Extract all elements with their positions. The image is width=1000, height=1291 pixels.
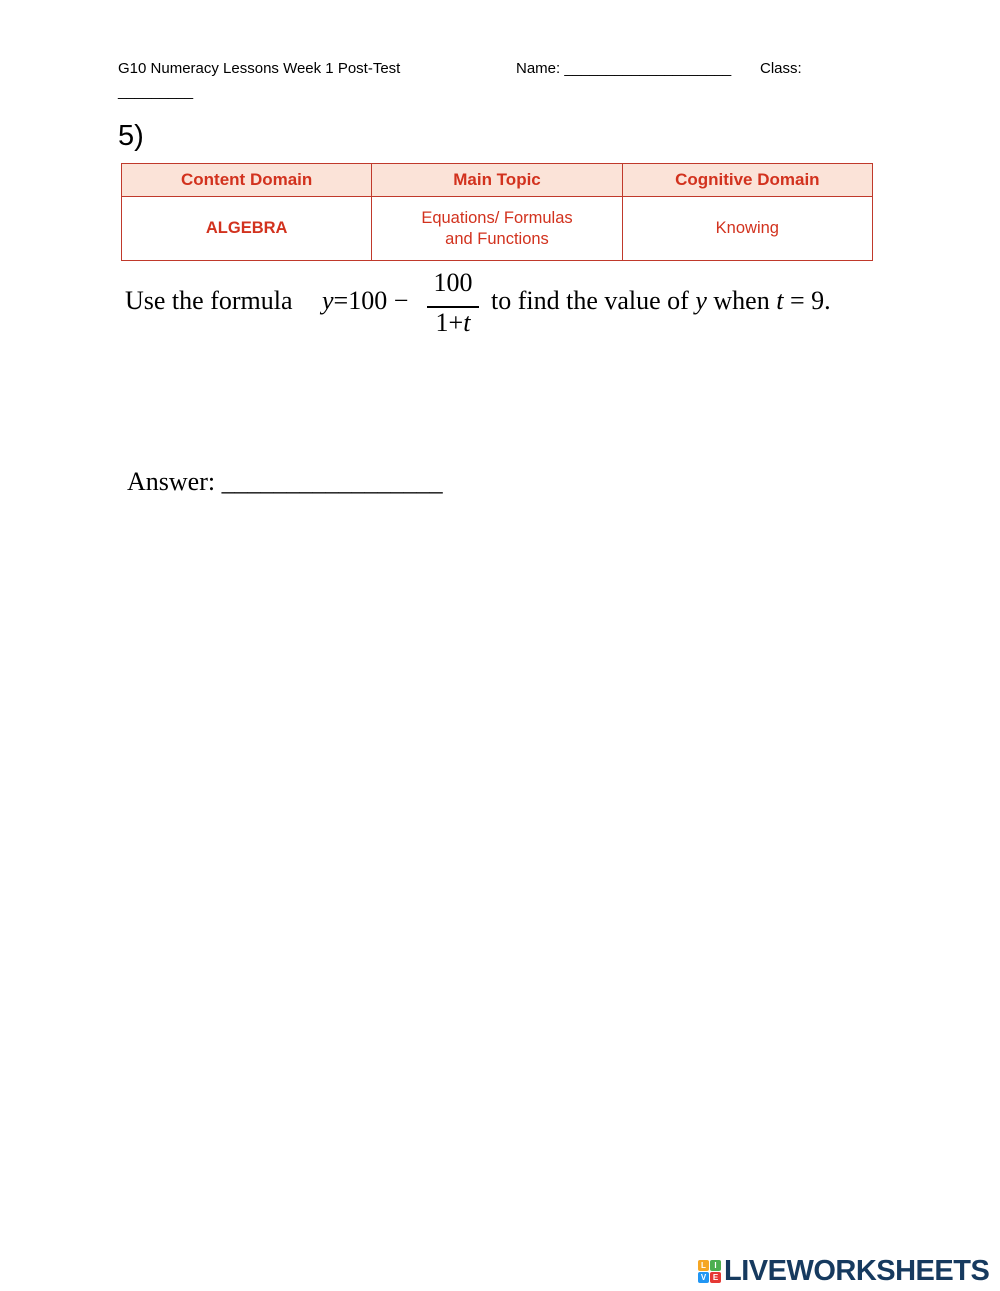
logo-letter: V — [698, 1272, 709, 1283]
main-topic-value — [372, 197, 622, 261]
fraction-denominator — [427, 308, 479, 338]
logo-letter: L — [698, 1260, 709, 1271]
var-t: t — [463, 308, 471, 337]
question-when: when — [713, 286, 770, 315]
question-text — [125, 268, 885, 338]
var-y: y — [322, 286, 334, 315]
content-domain-value: ALGEBRA — [122, 197, 372, 261]
question-number: 5) — [118, 120, 144, 152]
brand-name: LIVEWORKSHEETS — [724, 1255, 990, 1287]
liveworksheets-logo-icon — [698, 1260, 722, 1284]
logo-letter: E — [710, 1272, 721, 1283]
cognitive-domain-value: Knowing — [622, 197, 872, 261]
denominator-const: 1+ — [435, 308, 464, 337]
class-field[interactable]: _________ — [118, 83, 194, 100]
cond-value: = 9. — [789, 286, 831, 315]
answer-field[interactable]: Answer: _________________ — [127, 467, 443, 496]
name-field[interactable]: Name: ____________________ — [516, 60, 732, 77]
fraction-numerator: 100 — [433, 268, 473, 297]
formula-equals: =100 − — [333, 286, 409, 315]
question-prefix: Use the formula — [125, 286, 293, 315]
header-content-domain: Content Domain — [122, 164, 372, 197]
formula-lhs — [322, 286, 408, 316]
question-rest — [491, 286, 831, 316]
class-label: Class: — [760, 60, 802, 77]
header-cognitive-domain: Cognitive Domain — [622, 164, 872, 197]
main-topic-line-1: Equations/ Formulas — [421, 208, 573, 227]
main-topic-line-2: and Functions — [445, 229, 549, 248]
logo-letter: I — [710, 1260, 721, 1271]
question-middle: to find the value of — [491, 286, 689, 315]
cond-var: t — [776, 286, 784, 315]
target-var: y — [695, 286, 707, 315]
worksheet-title: G10 Numeracy Lessons Week 1 Post-Test — [118, 60, 401, 77]
header-main-topic: Main Topic — [372, 164, 622, 197]
classification-table — [121, 163, 873, 261]
